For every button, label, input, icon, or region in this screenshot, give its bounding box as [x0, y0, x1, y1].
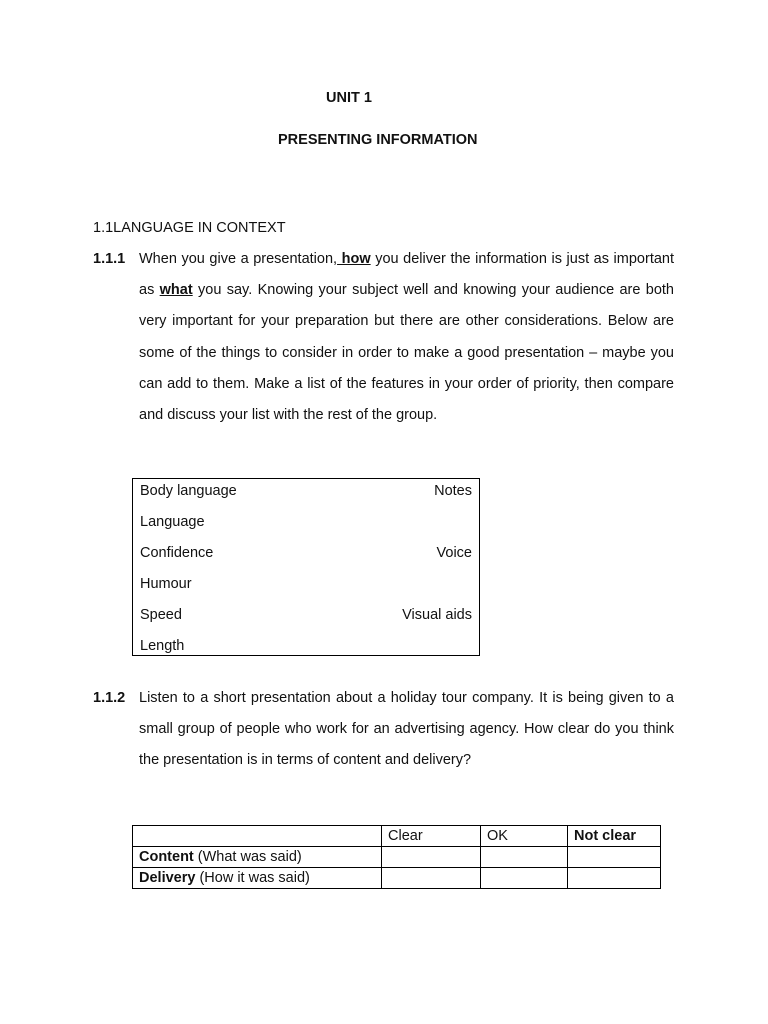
row-label-bold: Content	[139, 849, 194, 865]
features-box	[132, 478, 480, 656]
table-cell[interactable]	[568, 868, 661, 889]
feature-item: Visual aids	[402, 607, 472, 623]
table-cell[interactable]	[382, 847, 481, 868]
paragraph-number-1-1-1: 1.1.1	[93, 251, 126, 267]
feature-item: Humour	[140, 576, 192, 592]
section-heading: 1.1LANGUAGE IN CONTEXT	[93, 220, 286, 236]
row-label-bold: Delivery	[139, 870, 196, 886]
emphasis-how: how	[337, 251, 371, 267]
table-header-row	[133, 826, 661, 847]
paragraph-text: you deliver the information is just as important as	[139, 251, 675, 299]
row-label-rest: (How it was said)	[195, 870, 310, 886]
unit-title: UNIT 1	[326, 90, 372, 106]
feature-item: Speed	[140, 607, 182, 623]
emphasis-what: what	[159, 282, 193, 299]
table-row	[133, 868, 661, 889]
table-cell[interactable]	[481, 868, 568, 889]
row-label-rest: (What was said)	[193, 849, 302, 865]
table-cell[interactable]	[382, 868, 481, 889]
feature-item: Length	[140, 638, 185, 654]
table-header-cell: Not clear	[568, 826, 661, 847]
page-title: PRESENTING INFORMATION	[278, 132, 478, 148]
paragraph-1-1-2	[139, 683, 674, 777]
table-header-cell: Clear	[382, 826, 481, 847]
feature-item: Language	[140, 514, 205, 530]
table-row-label	[133, 847, 382, 868]
paragraph-number-1-1-2: 1.1.2	[93, 690, 126, 706]
paragraph-text: When you give a presentation,	[139, 251, 338, 267]
feature-item: Notes	[434, 483, 472, 499]
table-cell[interactable]	[568, 847, 661, 868]
paragraph-text: you say. Knowing your subject well and knowing your audience are both very important for your preparation but there are other considerations. Below are some of the things to consider in order to make a good presentation – maybe you can add to them. Make a list of the features in your order of priority, then compare and discuss your list with the rest of the group.	[139, 282, 675, 424]
table-cell[interactable]	[481, 847, 568, 868]
table-row-label	[133, 868, 382, 889]
paragraph-1-1-1	[139, 244, 674, 431]
table-header-cell: OK	[481, 826, 568, 847]
feature-item: Body language	[140, 483, 237, 499]
table-header-cell	[133, 826, 382, 847]
table-row	[133, 847, 661, 868]
rating-table	[132, 825, 661, 889]
feature-item: Confidence	[140, 545, 214, 561]
feature-item: Voice	[436, 545, 472, 561]
paragraph-text: Listen to a short presentation about a holiday tour company. It is being given to a small group of people who work for an advertising agency. How clear do you think the presentation is in terms of content and delivery?	[139, 690, 674, 769]
